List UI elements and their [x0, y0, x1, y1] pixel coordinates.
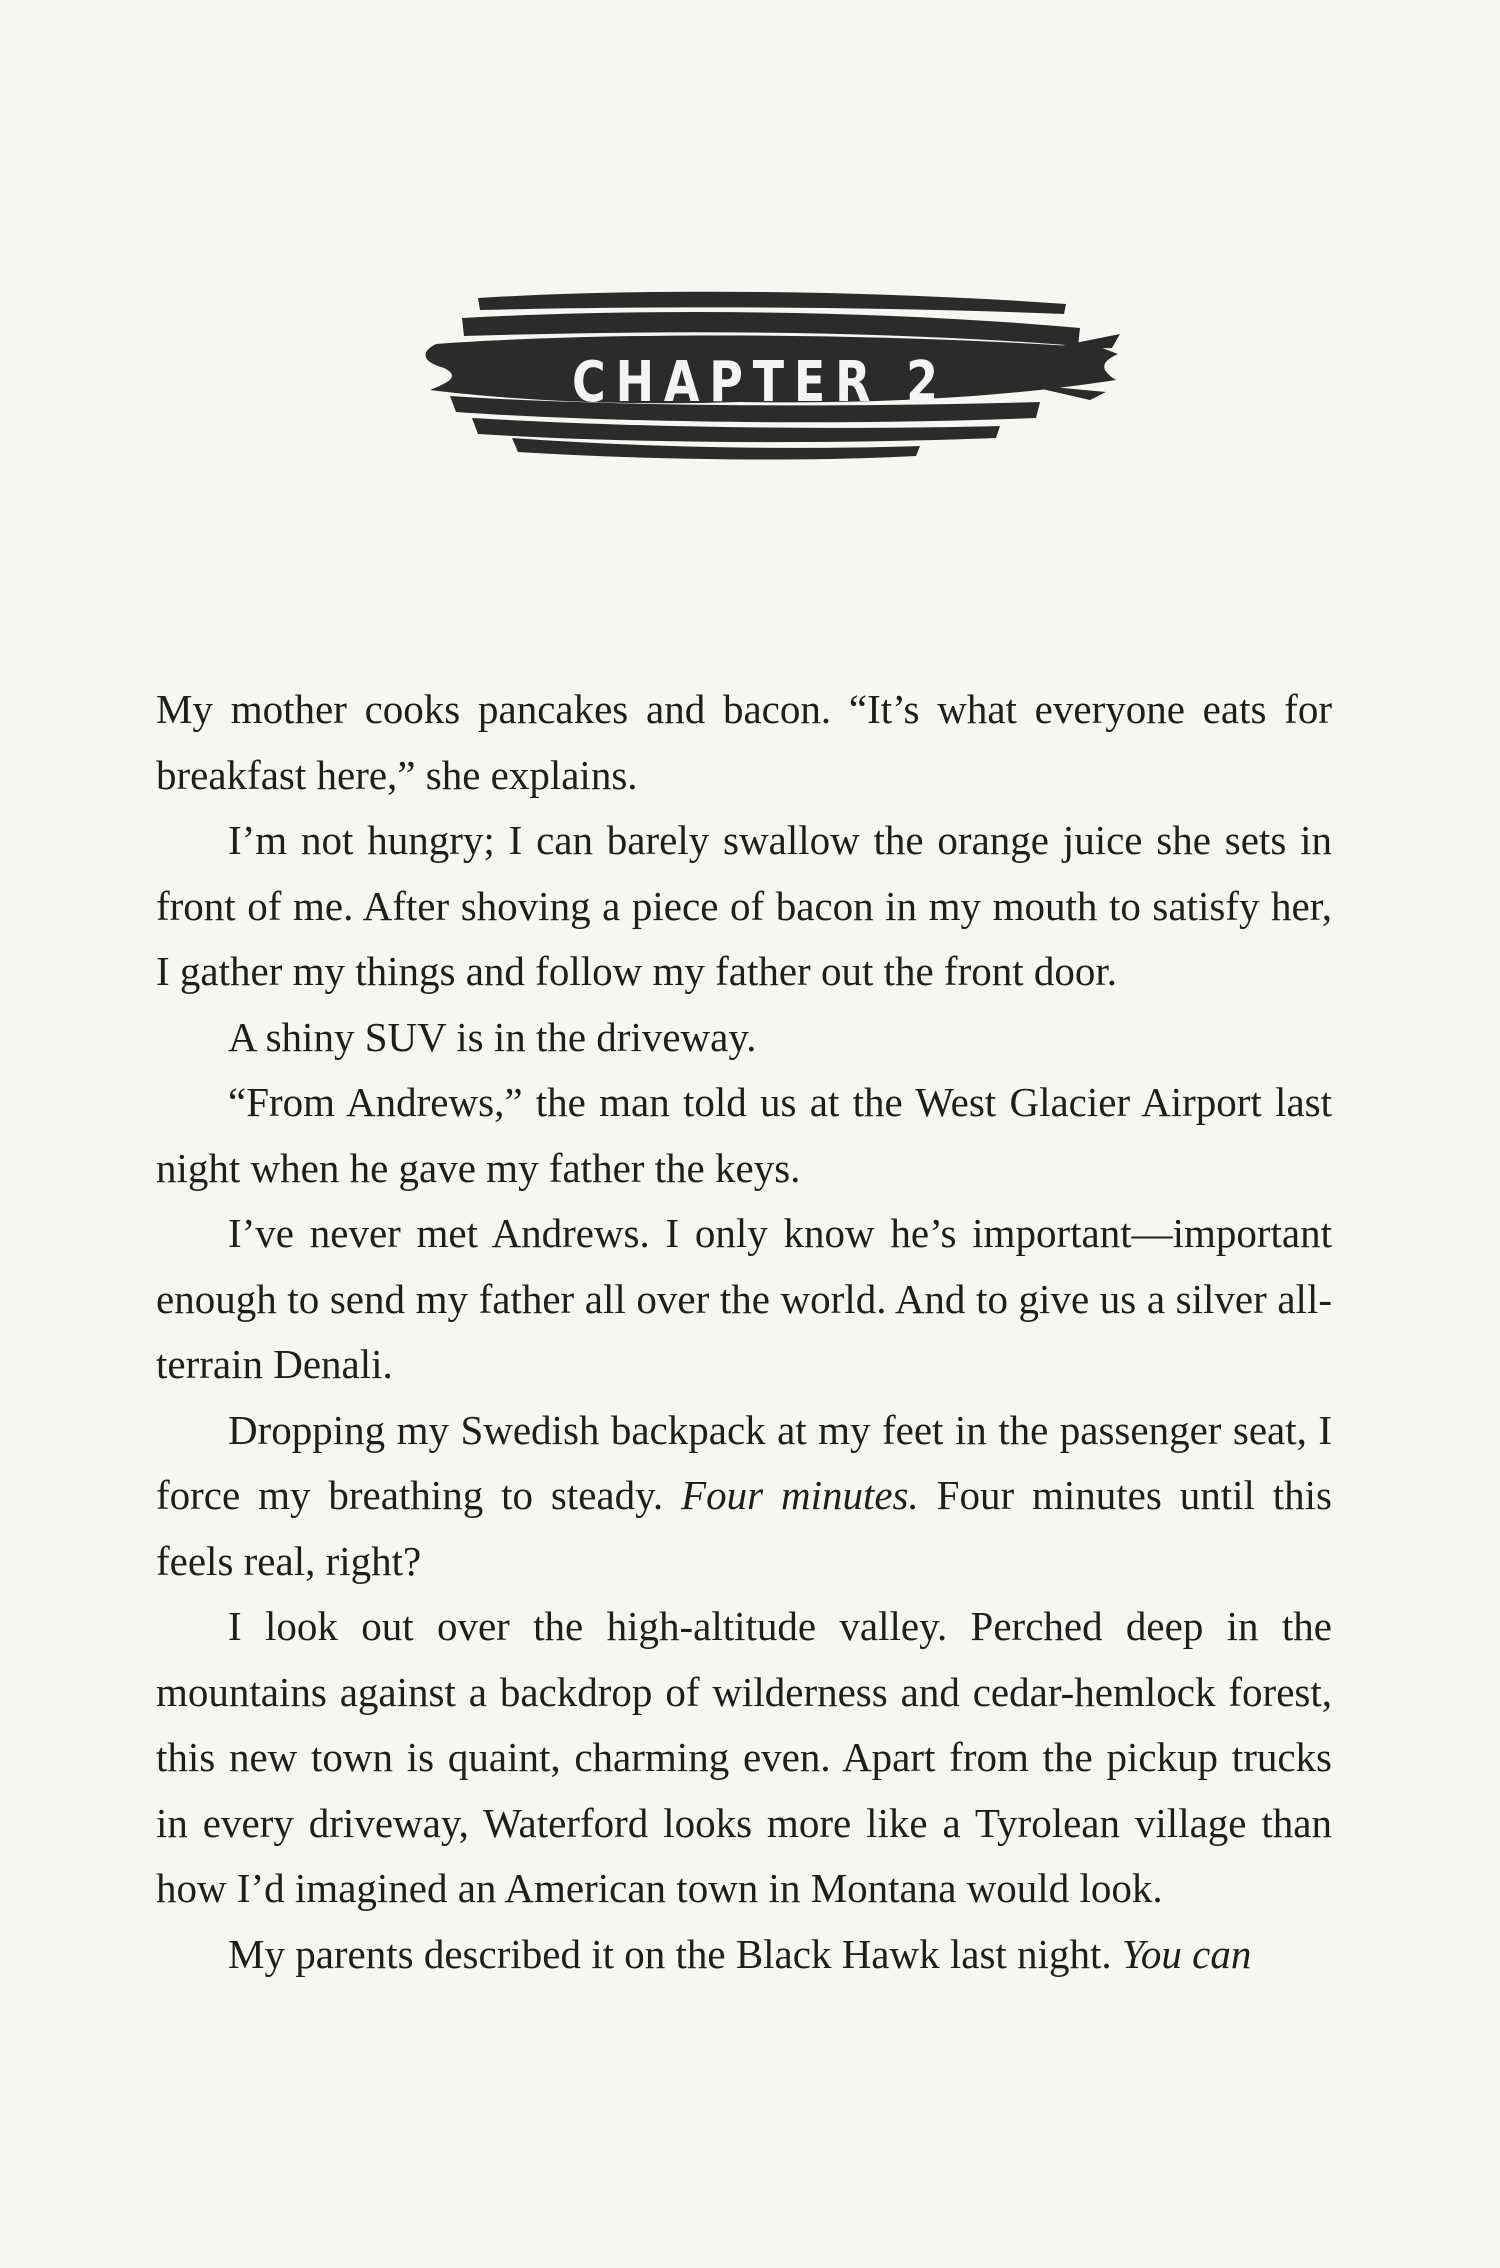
- text-segment: I’m not hungry; I can barely swallow the orange juice she sets in front of me. After shoving a piece of bacon in my mouth to satisfy her, I gather my things and follow my father out the front door.: [156, 817, 1332, 994]
- text-segment: Four minutes until this feels real, right?: [156, 1472, 1332, 1584]
- text-segment: My mother cooks pancakes and bacon. “It’s what everyone eats for breakfast here,” she explains.: [156, 686, 1332, 798]
- text-segment: Dropping my Swedish backpack at my feet in the passenger seat, I force my breathing to steady.: [156, 1406, 1332, 1518]
- chapter-title: CHAPTER 2: [572, 349, 948, 415]
- paragraph: [156, 1070, 1332, 1201]
- italic-text: Four minutes.: [681, 1472, 919, 1518]
- paragraph: [156, 677, 1332, 808]
- italic-text: You can: [1121, 1930, 1252, 1977]
- text-segment: My parents described it on the Black Hawk last night.: [228, 1930, 1122, 1977]
- text-segment: “From Andrews,” the man told us at the West Glacier Airport last night when he gave my father the keys.: [156, 1079, 1332, 1191]
- paragraph: [156, 1398, 1332, 1595]
- chapter-header: [400, 288, 1120, 468]
- text-segment: I look out over the high-altitude valley. Perched deep in the mountains against a backdrop of wilderness and cedar-hemlock forest, this new town is quaint, charming even. Apart from the pickup trucks in every driveway, Waterford looks more like a Tyrolean village than how I’d imagined an American town in Montana would look.: [156, 1603, 1332, 1911]
- paragraph: [156, 1922, 1332, 1988]
- paragraph: [156, 1594, 1332, 1922]
- body-text: [156, 677, 1332, 1987]
- text-segment: I’ve never met Andrews. I only know he’s important—important enough to send my father all over the world. And to give us a silver all-terrain Denali.: [156, 1210, 1332, 1387]
- text-segment: A shiny SUV is in the driveway.: [228, 1013, 757, 1060]
- paragraph: [156, 808, 1332, 1005]
- paragraph: [156, 1201, 1332, 1398]
- paragraph: [156, 1005, 1332, 1071]
